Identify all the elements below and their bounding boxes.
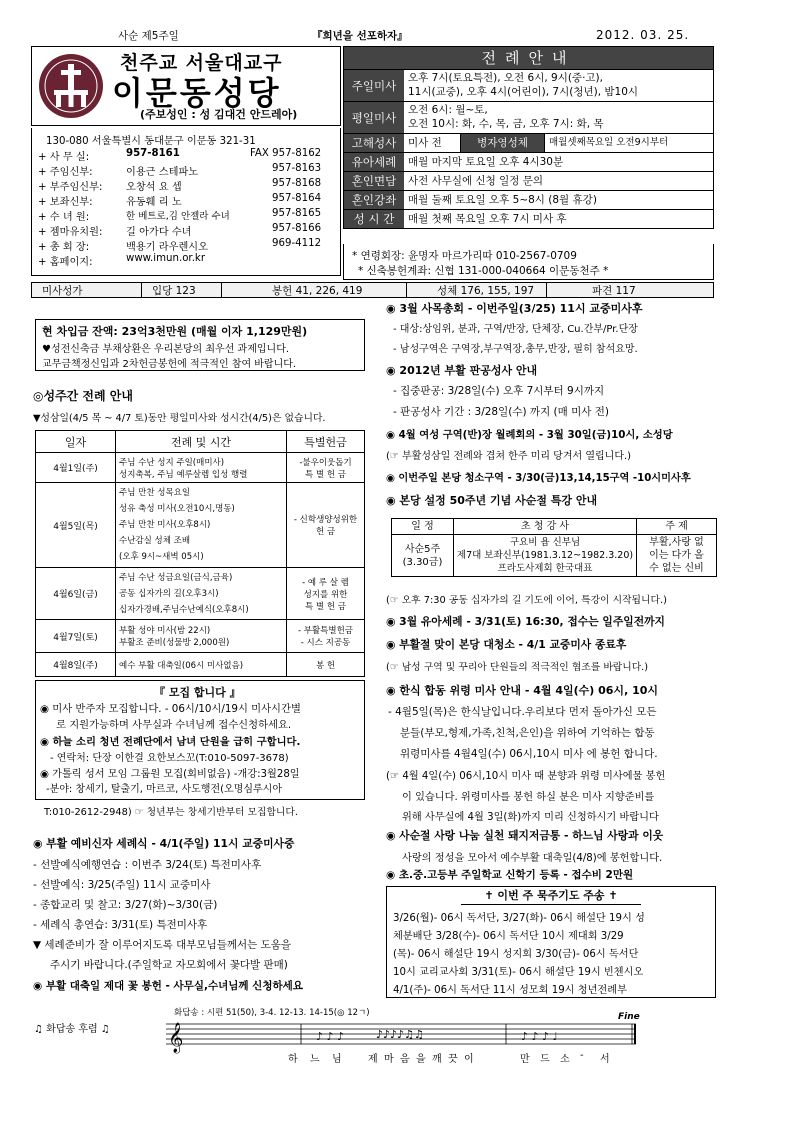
- schedule-line: 수난감실 성체 조배: [119, 536, 191, 546]
- notice-title: ◉ 3월 유아세례 - 3/31(토) 16:30, 접수는 일주일전까지: [386, 615, 665, 628]
- weekday-mass-times: 오전 6시: 월~토,: [408, 104, 488, 116]
- schedule-line: 주님 만찬 성목요일: [119, 488, 191, 498]
- debt-notice: [35, 319, 365, 371]
- contact-name: 957-8161: [126, 148, 180, 159]
- rosary-line: 체분배단 3/28(수)- 06시 독서단 10시 제대회 3/29: [393, 931, 624, 942]
- contact-label: + 총 회 장:: [38, 242, 90, 253]
- special-offering: 헌 금: [315, 527, 336, 537]
- notice-line: 위령미사를 4월4일(수) 06시,10시 미사 에 봉헌 합니다.: [400, 748, 658, 760]
- infant-baptism-value: 매월 마지막 토요일 오후 4시30분: [408, 156, 564, 168]
- parish-logo: [37, 52, 105, 120]
- bulletin-date: 2012. 03. 25.: [596, 28, 690, 42]
- confession-label: 고해성사: [344, 134, 404, 152]
- debt-line: 교무금책정신입과 2차헌금봉헌에 적극적인 참여 바랍니다.: [42, 359, 297, 370]
- debt-title: 현 차입금 잔액: 23억3천만원 (매월 이자 1,129만원): [42, 325, 308, 338]
- notice-line: - 남성구역은 구역장,부구역장,총무,반장, 필히 참석요망.: [393, 344, 638, 355]
- contact-phone: 957-8166: [272, 223, 322, 234]
- parish-contacts-extra: [343, 244, 714, 280]
- special-offering: 성지를 위한: [303, 589, 348, 600]
- recruit-item: ◉ 가톨릭 성서 모임 그룹원 모집(회비없음) -개강:3월28일: [40, 769, 300, 780]
- hymn-recessional: 파견 117: [592, 284, 636, 297]
- psalm-refrain-label: [34, 1020, 110, 1035]
- lyric-syllable: 하: [288, 1054, 298, 1065]
- notice-title: ◉ 초.중.고등부 주일학교 신학기 등록 - 접수비 2만원: [386, 869, 634, 881]
- notice-line: 분들(부모,형제,가족,친척,은인)을 위하여 기억하는 합동: [400, 727, 655, 739]
- baptism-line: - 선발예식: 3/25(주일) 11시 교중미사: [33, 879, 211, 891]
- notice-title: ◉ 부활절 맞이 본당 대청소 - 4/1 교중미사 종료후: [386, 638, 627, 651]
- notice-line: (☞ 남성 구역 및 꾸리아 단원들의 적극적인 협조를 바랍니다.): [386, 662, 649, 673]
- recruit-item: - 연락처: 단장 이한결 요한보스꼬(T:010-5097-3678): [50, 753, 289, 764]
- table-row: [36, 483, 365, 568]
- special-offering: - 부활특별헌금: [297, 626, 354, 636]
- table-row: [36, 653, 365, 677]
- rosary-title: ✝ 이번 주 묵주기도 주송 ✝: [461, 887, 641, 905]
- notice-line: (☞ 오후 7:30 공동 십자가의 길 기도에 이어, 특강이 시작됩니다.): [386, 595, 667, 606]
- lecture-speaker: 프라도사제회 한국대표: [497, 563, 593, 574]
- rosary-line: 4/1(주)- 06시 독서단 11시 성모회 19시 청년전례부: [393, 985, 627, 996]
- special-offering: -불우이웃돕기: [299, 457, 352, 468]
- schedule-line: 예수 부활 대축일(06시 미사없음): [119, 660, 244, 671]
- contact-label: + 수 녀 원:: [38, 212, 90, 223]
- lyric-syllable: 이: [464, 1054, 474, 1065]
- hymn-entrance: 입당 123: [142, 283, 222, 297]
- table-header: 특별헌금: [287, 431, 365, 453]
- parish-name: 이문동성당: [112, 74, 282, 112]
- contact-name: 한 베트로,김 안젤라 수녀: [126, 211, 230, 222]
- schedule-date: 4월6일(금): [36, 568, 116, 620]
- weekday-mass-label: 평일미사: [344, 102, 404, 133]
- table-header: 일자: [36, 431, 116, 453]
- schedule-line: 공동 십자가의 길(오후3시): [119, 588, 219, 599]
- contact-name: 이용근 스테파노: [126, 167, 199, 178]
- contact-info: [31, 128, 341, 276]
- lyrics-row: [288, 1050, 628, 1064]
- homepage-link[interactable]: www.imun.or.kr: [126, 253, 206, 264]
- schedule-line: 주님 수난 성지 주일(매미사): [119, 457, 225, 468]
- patron-saint: (주보성인 : 성 김대건 안드레아): [140, 108, 298, 121]
- rosary-line: 10시 교리교사회 3/31(토)- 06시 해설단 19시 빈첸시오: [393, 967, 644, 978]
- notice-title: ◉ 본당 설정 50주년 기념 사순절 특강 안내: [386, 494, 598, 507]
- lecture-topic: 부활,사랑 없: [649, 537, 704, 548]
- donation-account: * 신축봉헌계좌: 신협 131-000-040664 이문동천주 *: [358, 265, 609, 277]
- schedule-date: 4월7일(토): [36, 620, 116, 653]
- holy-week-schedule: [35, 430, 365, 677]
- score-notes: [316, 1028, 558, 1043]
- lecture-speaker: 제7대 보좌신부(1981.3.12~1982.3.20): [456, 550, 634, 561]
- psalm-label-text: 화답송 후렴: [46, 1024, 98, 1035]
- lyric-syllable: 마: [384, 1054, 394, 1065]
- notice-line: (☞ 부활성삼일 전례와 겹쳐 한주 미리 당겨서 열립니다.): [386, 451, 632, 462]
- notice-title: ◉ 4월 여성 구역(반)장 월례회의 - 3월 30일(금)10시, 소성당: [386, 429, 673, 441]
- wedding-course-label: 혼인강좌: [344, 191, 404, 209]
- notice-title: ◉ 한식 합동 위령 미사 안내 - 4월 4일(수) 06시, 10시: [386, 684, 659, 697]
- rosary-line: 3/26(월)- 06시 독서단, 3/27(화)- 06시 해설단 19시 성: [393, 913, 645, 924]
- svg-text:♪ ♪ ♪ ♩: ♪ ♪ ♪ ♩: [521, 1030, 558, 1043]
- table-header: 주 제: [637, 519, 717, 535]
- debt-line: ♥성전신축금 부채상환은 우리본당의 최우선 과제입니다.: [42, 344, 290, 355]
- schedule-line: 십자가경배,주님수난예식(오후8시): [119, 604, 249, 615]
- rosary-line: (목)- 06시 해설단 19시 성지회 3/30(금)- 06시 독서단: [393, 949, 639, 960]
- contact-phone: 957-8168: [272, 178, 322, 189]
- baptism-title: ◉ 부활 예비신자 세례식 - 4/1(주일) 11시 교중미사중: [33, 837, 295, 850]
- hymn-communion: 성체 176, 155, 197: [407, 283, 547, 297]
- contact-label: + 젬마유치원:: [38, 227, 103, 238]
- confession-value: 미사 전: [408, 137, 442, 149]
- contact-phone: 957-8163: [272, 163, 322, 174]
- special-offering: - 신학생양성위한: [293, 515, 358, 525]
- baptism-line: 주시기 바랍니다.(주일학교 자모회에서 꽃다발 판매): [50, 959, 288, 971]
- address: 130-080 서울특별시 동대문구 이문동 321-31: [46, 136, 256, 147]
- lecture-speaker: 구요비 욥 신부님: [509, 537, 581, 548]
- lyric-syllable: 소: [560, 1054, 570, 1065]
- archdiocese-title: 천주교 서울대교구: [120, 52, 283, 74]
- recruit-item: -분야: 창세기, 탈출기, 마르코, 사도행전(오명심루시아: [46, 784, 282, 795]
- contact-name: 길 아가다 수녀: [126, 227, 192, 238]
- lyric-syllable: 제: [368, 1054, 378, 1065]
- schedule-date: 4월1일(주): [36, 453, 116, 483]
- lyric-syllable: 끗: [448, 1054, 458, 1065]
- table-row: [36, 568, 365, 620]
- contact-name: 백용기 라우렌시오: [126, 242, 208, 253]
- schedule-line: 부활 성야 미사(밤 22시): [119, 626, 211, 636]
- lyric-syllable: 드: [540, 1054, 550, 1065]
- mass-hymns-bar: [31, 282, 714, 298]
- notice-line: - 대상:상임위, 분과, 구역/반장, 단체장, Cu.간부/Pr.단장: [393, 324, 638, 335]
- baptism-line: - 선발예식예행연습 : 이번주 3/24(토) 특전미사후: [33, 859, 262, 871]
- lyric-syllable: 느: [310, 1054, 320, 1065]
- lecture-table: [391, 518, 717, 577]
- contact-phone: 957-8165: [272, 208, 322, 219]
- notice-line: - 4월5일(목)은 한식날입니다.우리보다 먼저 돌아가신 모든: [388, 706, 657, 718]
- lyric-syllable: 음: [400, 1054, 410, 1065]
- music-note-icon: ♫: [100, 1024, 110, 1035]
- liturgy-title: 전례안내: [344, 47, 713, 69]
- notice-title: ◉ 사순절 사랑 나눔 실천 돼지저금통 - 하느님 사랑과 이웃: [386, 829, 664, 842]
- psalm-reference: 화답송 : 시편 51(50), 3-4. 12-13. 14-15(◎ 12ㄱ): [174, 1008, 370, 1018]
- notice-title: ◉ 이번주일 본당 청소구역 - 3/30(금)13,14,15구역 -10시미사후: [386, 473, 691, 484]
- sick-communion-value: 매월셋째목요일 오전9시부터: [544, 134, 713, 152]
- schedule-line: 주님 만찬 미사(오후8시): [119, 520, 211, 530]
- notice-line: 사랑의 정성을 모아서 예수부활 대축일(4/8)에 봉헌합니다.: [402, 853, 663, 864]
- music-note-icon: ♫: [34, 1024, 43, 1035]
- notice-line: (☞ 4월 4일(수) 06시,10시 미사 때 분향과 위령 미사에물 봉헌: [386, 771, 666, 782]
- schedule-date: 4월8일(주): [36, 653, 116, 677]
- baptism-line: - 종합교리 및 찰고: 3/27(화)~3/30(금): [33, 899, 218, 911]
- table-header: 전례 및 시간: [116, 431, 287, 453]
- contact-phone: FAX 957-8162: [250, 148, 322, 159]
- holy-week-title: ◎성주간 전례 안내: [33, 389, 133, 403]
- hymn-label: 미사성가: [32, 283, 142, 297]
- liturgy-table: [343, 46, 714, 229]
- notice-line: 위해 사무실에 4월 3일(화)까지 미리 신청하시기 바랍니다: [402, 812, 659, 823]
- special-offering: - 예 루 살 렘: [302, 577, 349, 588]
- schedule-line: (오후 9시~새벽 05시): [119, 552, 204, 562]
- holy-hour-value: 매월 첫째 목요일 오후 7시 미사 후: [408, 213, 567, 225]
- recruit-item: ◉ 미사 반주자 모집합니다. - 06시/10시/19시 미사시간별: [40, 703, 301, 715]
- sick-communion-label: 병자영성체: [460, 134, 544, 152]
- recruit-item: ◉ 하늘 소리 청년 전례단에서 남녀 단원을 급히 구합니다.: [40, 736, 301, 748]
- svg-text:♪ ♪ ♪: ♪ ♪ ♪: [316, 1030, 345, 1043]
- contact-phone: 969-4112: [272, 238, 322, 249]
- notice-line: - 집중판공: 3/28일(수) 오후 7시부터 9시까지: [393, 385, 605, 397]
- recruitment-box: [35, 680, 365, 800]
- easter-flower-notice: ◉ 부활 대축일 제대 꽃 봉헌 - 사무실,수녀님께 신청하세요: [33, 980, 303, 992]
- marriage-label: 혼인면담: [344, 172, 404, 190]
- contact-phone: 957-8164: [272, 193, 322, 204]
- weekday-mass-times: 오전 10시: 화, 수, 목, 금, 오후 7시: 화, 목: [408, 118, 604, 130]
- recruit-item: 로 지원가능하며 사무실과 수녀님께 접수신청하세요.: [56, 719, 292, 731]
- table-row: [36, 453, 365, 483]
- schedule-line: 성지축복, 주님 예루살렘 입성 행렬: [119, 469, 248, 480]
- contact-name: 오창석 요 셉: [126, 182, 182, 193]
- notice-line: 이 있습니다. 위령미사를 봉헌 하실 분은 미사 지향준비를: [402, 792, 655, 803]
- schedule-date: 4월5일(목): [36, 483, 116, 568]
- lecture-date: (3.30금): [402, 556, 443, 568]
- special-offering: 특 별 헌 금: [305, 601, 346, 612]
- table-row: [36, 620, 365, 653]
- lecture-topic: 수 없는 신비: [649, 563, 704, 574]
- treble-clef-icon: 𝄞: [168, 1023, 184, 1053]
- lyric-syllable: -: [580, 1050, 584, 1061]
- holy-week-note: ▼성삼일(4/5 목 ~ 4/7 토)동안 평일미사와 성시간(4/5)은 없습니다.: [33, 413, 326, 424]
- contact-label: + 사 무 실:: [38, 152, 90, 163]
- special-offering: 봉 헌: [315, 660, 336, 671]
- lyric-syllable: 을: [416, 1054, 426, 1065]
- slogan: 『희년을 선포하자』: [312, 30, 408, 42]
- fine-marking: Fine: [618, 1012, 640, 1022]
- schedule-line: 주님 수난 성금요일(금식,금육): [119, 572, 233, 583]
- recruit-item: T:010-2612-2948) ☞ 청년부는 창세기반부터 모집합니다.: [44, 807, 298, 818]
- funeral-contact: * 연령회장: 윤명자 마르가리따 010-2567-0709: [352, 250, 577, 262]
- contact-name: 유동훼 리 노: [126, 197, 182, 208]
- lyric-syllable: 만: [520, 1054, 530, 1065]
- contact-label: + 주임신부:: [38, 167, 93, 178]
- sunday-mass-label: 주일미사: [344, 70, 404, 101]
- sunday-mass-times: 11시(교중), 오후 4시(어린이), 7시(청년), 밤10시: [408, 86, 639, 98]
- notice-title: ◉ 3월 사목총회 - 이번주일(3/25) 11시 교중미사후: [386, 302, 643, 315]
- infant-baptism-label: 유아세례: [344, 153, 404, 171]
- sunday-mass-times: 오후 7시(토요특전), 오전 6시, 9시(중·고),: [408, 72, 603, 84]
- svg-text:♪♪♪♪♫♫: ♪♪♪♪♫♫: [376, 1028, 424, 1041]
- lecture-topic: 이는 다가 올: [649, 550, 704, 561]
- recruit-title: 『 모집 합니다 』: [154, 686, 241, 699]
- special-offering: - 시스 지공동: [300, 638, 351, 648]
- special-offering: 특 별 헌 금: [305, 469, 346, 480]
- schedule-line: 성유 축성 미사(오전10시,명동): [119, 504, 235, 514]
- baptism-line: - 세례식 총연습: 3/31(토) 특전미사후: [33, 919, 208, 931]
- lecture-date: 사순5주: [404, 543, 441, 555]
- table-row: [392, 535, 717, 577]
- lyric-syllable: 님: [332, 1054, 342, 1065]
- notice-line: - 판공성사 기간 : 3/28일(수) 까지 (매 미사 전): [393, 406, 609, 418]
- table-header: 초 청 강 사: [454, 519, 637, 535]
- schedule-line: 부활조 준비(성물방 2,000원): [119, 638, 230, 648]
- notice-title: ◉ 2012년 부활 판공성사 안내: [386, 364, 538, 377]
- week-label: 사순 제5주일: [118, 30, 179, 42]
- lyric-syllable: 깨: [432, 1054, 442, 1065]
- lyric-syllable: 서: [600, 1054, 610, 1065]
- holy-hour-label: 성 시 간: [344, 210, 404, 228]
- contact-label: + 홈페이지:: [38, 257, 93, 268]
- contact-label: + 부주임신부:: [38, 182, 103, 193]
- contact-label: + 보좌신부:: [38, 197, 93, 208]
- marriage-value: 사전 사무실에 신청 일정 문의: [408, 175, 544, 187]
- rosary-schedule-box: [386, 886, 716, 998]
- table-header: 일 정: [392, 519, 454, 535]
- baptism-line: ▼ 세례준비가 잘 이루어지도록 대부모님들께서는 도움을: [33, 939, 292, 951]
- wedding-course-value: 매월 둘째 토요일 오후 5~8시 (8월 휴강): [408, 194, 597, 206]
- top-bar: [0, 26, 794, 46]
- hymn-offertory: 봉헌 41, 226, 419: [222, 283, 407, 297]
